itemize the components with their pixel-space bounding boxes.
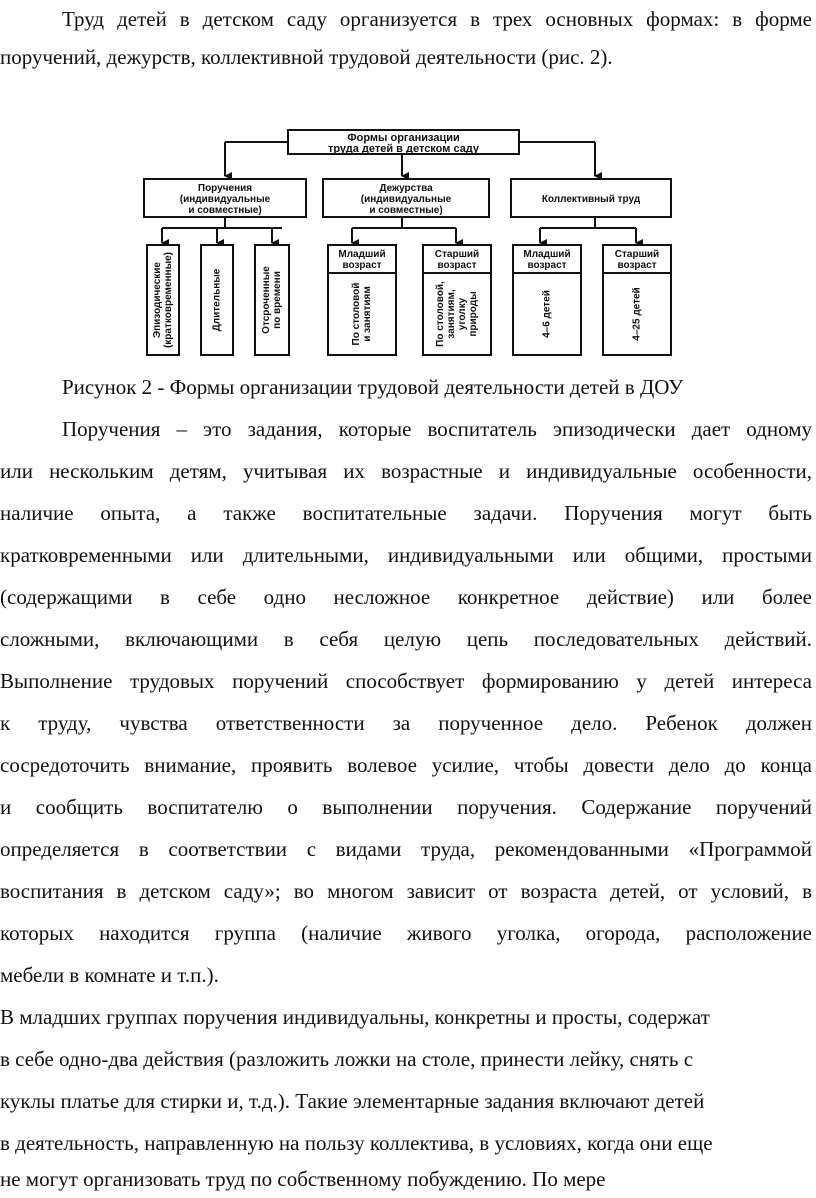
category-duty-box — [322, 178, 490, 218]
text-line: наличие опыта, а также воспитательные задачи. Поручения могут быть — [0, 501, 812, 525]
item-junior-duty-box — [327, 272, 397, 356]
item-vertical-line: Эпизодические — [152, 261, 163, 339]
item-vertical-line: занятиям, — [446, 289, 457, 339]
figure-caption: Рисунок 2 - Формы организации трудовой деятельности детей в ДОУ — [62, 375, 684, 399]
item-deferred-box — [254, 244, 290, 356]
text-line: или нескольким детям, учитывая их возрастные и индивидуальные особенности, — [0, 459, 812, 483]
text-line: и сообщить воспитателю о выполнении поручения. Содержание поручений — [0, 795, 812, 819]
category-label-line: Дежурства — [379, 183, 433, 194]
item-header-line: возраст — [527, 260, 567, 271]
item-vertical-line: и занятиям — [362, 286, 373, 342]
text-line: не могут организовать труд по собственному побуждению. По мере — [0, 1167, 606, 1191]
item-header-senior-box — [422, 244, 492, 274]
category-collective-box — [510, 178, 672, 218]
item-junior-collective-box — [512, 272, 582, 356]
item-header-line: Младший — [523, 249, 571, 260]
text-line: кратковременными или длительными, индивидуальными или общими, простыми — [0, 543, 812, 567]
item-vertical-line: природы — [468, 291, 479, 337]
text-line: мебели в комнате и т.п.). — [0, 963, 219, 987]
item-vertical-line: 4–25 детей — [631, 287, 643, 341]
item-vertical-line: Отсроченные — [261, 266, 272, 334]
text-line: воспитания в детском саду»; во многом зависит от возраста детей, от условий, в — [0, 879, 812, 903]
category-label-line: и совместные) — [188, 205, 262, 216]
item-vertical-line: Длительные — [211, 268, 223, 332]
category-label-line: (индивидуальные — [360, 194, 452, 205]
text-line: Труд детей в детском саду организуется в трех основных формах: в форме — [62, 7, 812, 31]
text-line: к труду, чувства ответственности за порученное дело. Ребенок должен — [0, 711, 812, 735]
text-line: (содержащими в себе одно несложное конкретное действие) или более — [0, 585, 812, 609]
category-label-line: (индивидуальные — [179, 194, 271, 205]
item-long-box — [200, 244, 234, 356]
category-label-line: Поручения — [197, 183, 253, 194]
item-header-junior-box — [327, 244, 397, 274]
text-line: Выполнение трудовых поручений способствует формированию у детей интереса — [0, 669, 812, 693]
text-line: сосредоточить внимание, проявить волевое усилие, чтобы довести дело до конца — [0, 753, 812, 777]
organization-forms-diagram — [140, 122, 680, 362]
item-header-line: Старший — [614, 249, 660, 260]
category-label-line: Коллективный труд — [541, 194, 641, 205]
item-vertical-line: По столовой, — [435, 281, 446, 347]
item-senior-collective-box — [602, 272, 672, 356]
item-header-line: Младший — [338, 249, 386, 260]
item-header-line: возраст — [342, 260, 382, 271]
item-header-line: возраст — [617, 260, 657, 271]
text-line: В младших группах поручения индивидуальны, конкретны и просты, содержат — [0, 1005, 710, 1029]
item-senior-duty-box — [422, 272, 492, 356]
item-vertical-line: По столовой — [351, 282, 362, 346]
text-line: в деятельность, направленную на пользу коллектива, в условиях, когда они еще — [0, 1131, 713, 1155]
item-vertical-line: (кратковременные) — [163, 251, 174, 349]
category-assignments-box — [143, 178, 307, 218]
item-vertical-line: 4–6 детей — [541, 290, 553, 338]
item-episodic-box — [146, 244, 180, 356]
text-line: поручений, дежурств, коллективной трудовой деятельности (рис. 2). — [0, 45, 613, 69]
root-box — [287, 129, 520, 155]
text-line: определяется в соответствии с видами труда, рекомендованными «Программой — [0, 837, 812, 861]
item-header-line: Старший — [434, 249, 480, 260]
category-label-line: и совместные) — [369, 205, 443, 216]
text-line: которых находится группа (наличие живого уголка, огорода, расположение — [0, 921, 812, 945]
item-header-line: возраст — [437, 260, 477, 271]
item-vertical-line: уголку — [457, 297, 468, 331]
item-header-senior-box — [602, 244, 672, 274]
text-line: сложными, включающими в себя целую цепь последовательных действий. — [0, 627, 812, 651]
text-line: куклы платье для стирки и, т.д.). Такие элементарные задания включают детей — [0, 1089, 705, 1113]
root-label-line: труда детей в детском саду — [327, 143, 480, 155]
item-vertical-line: по времени — [272, 271, 283, 329]
root-label-line: Формы организации — [347, 132, 460, 144]
text-line: Поручения – это задания, которые воспитатель эпизодически дает одному — [62, 417, 812, 441]
text-line: в себе одно-два действия (разложить ложки на столе, принести лейку, снять с — [0, 1047, 694, 1071]
item-header-junior-box — [512, 244, 582, 274]
